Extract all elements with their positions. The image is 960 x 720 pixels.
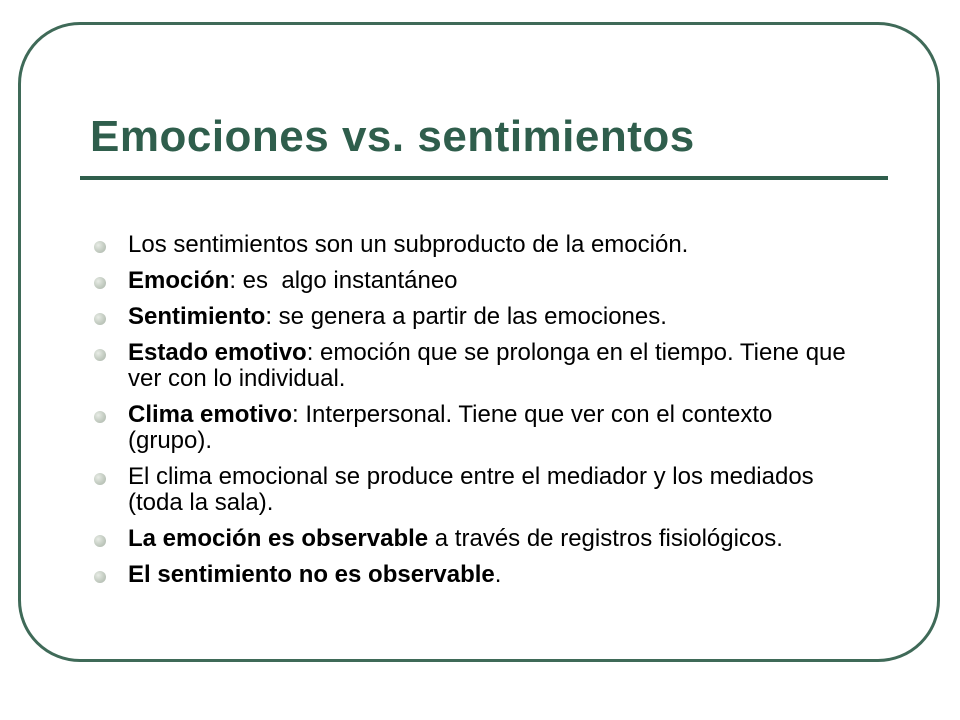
bullet-dot-icon	[94, 313, 106, 325]
bullet-item	[90, 526, 860, 552]
bullet-dot-icon	[94, 277, 106, 289]
bullet-dot-icon	[94, 473, 106, 485]
bullet-bold-text: El sentimiento no es observable	[128, 561, 495, 588]
bullet-bold-text: Emoción	[128, 267, 230, 294]
bullet-item	[90, 268, 860, 294]
bullet-item	[90, 562, 860, 588]
bullet-dot-icon	[94, 349, 106, 361]
bullet-text: : es algo instantáneo	[229, 267, 458, 294]
bullet-item	[90, 304, 860, 330]
slide-title: Emociones vs. sentimientos	[90, 112, 695, 161]
bullet-item	[90, 232, 860, 258]
bullet-dot-icon	[94, 571, 106, 583]
bullet-text: : se genera a partir de las emociones.	[265, 303, 667, 330]
bullet-list	[90, 232, 860, 598]
bullet-text: El clima emocional se produce entre el mediador y los mediados (toda la sala).	[128, 463, 814, 516]
bullet-dot-icon	[94, 241, 106, 253]
bullet-text: Los sentimientos son un subproducto de la emoción.	[128, 231, 689, 258]
bullet-text: a través de registros fisiológicos.	[428, 525, 783, 552]
bullet-item	[90, 402, 860, 454]
bullet-bold-text: Estado emotivo	[128, 339, 307, 366]
bullet-dot-icon	[94, 411, 106, 423]
bullet-bold-text: Clima emotivo	[128, 401, 293, 428]
bullet-text: : emoción que se prolonga en el tiempo. Tiene que ver con lo individual.	[128, 339, 846, 392]
bullet-item	[90, 464, 860, 516]
bullet-bold-text: La emoción es observable	[128, 525, 429, 552]
bullet-text: : Interpersonal. Tiene que ver con el contexto (grupo).	[128, 401, 773, 454]
bullet-dot-icon	[94, 535, 106, 547]
bullet-text: .	[494, 561, 502, 588]
title-underline	[80, 176, 888, 180]
bullet-bold-text: Sentimiento	[128, 303, 266, 330]
bullet-item	[90, 340, 860, 392]
